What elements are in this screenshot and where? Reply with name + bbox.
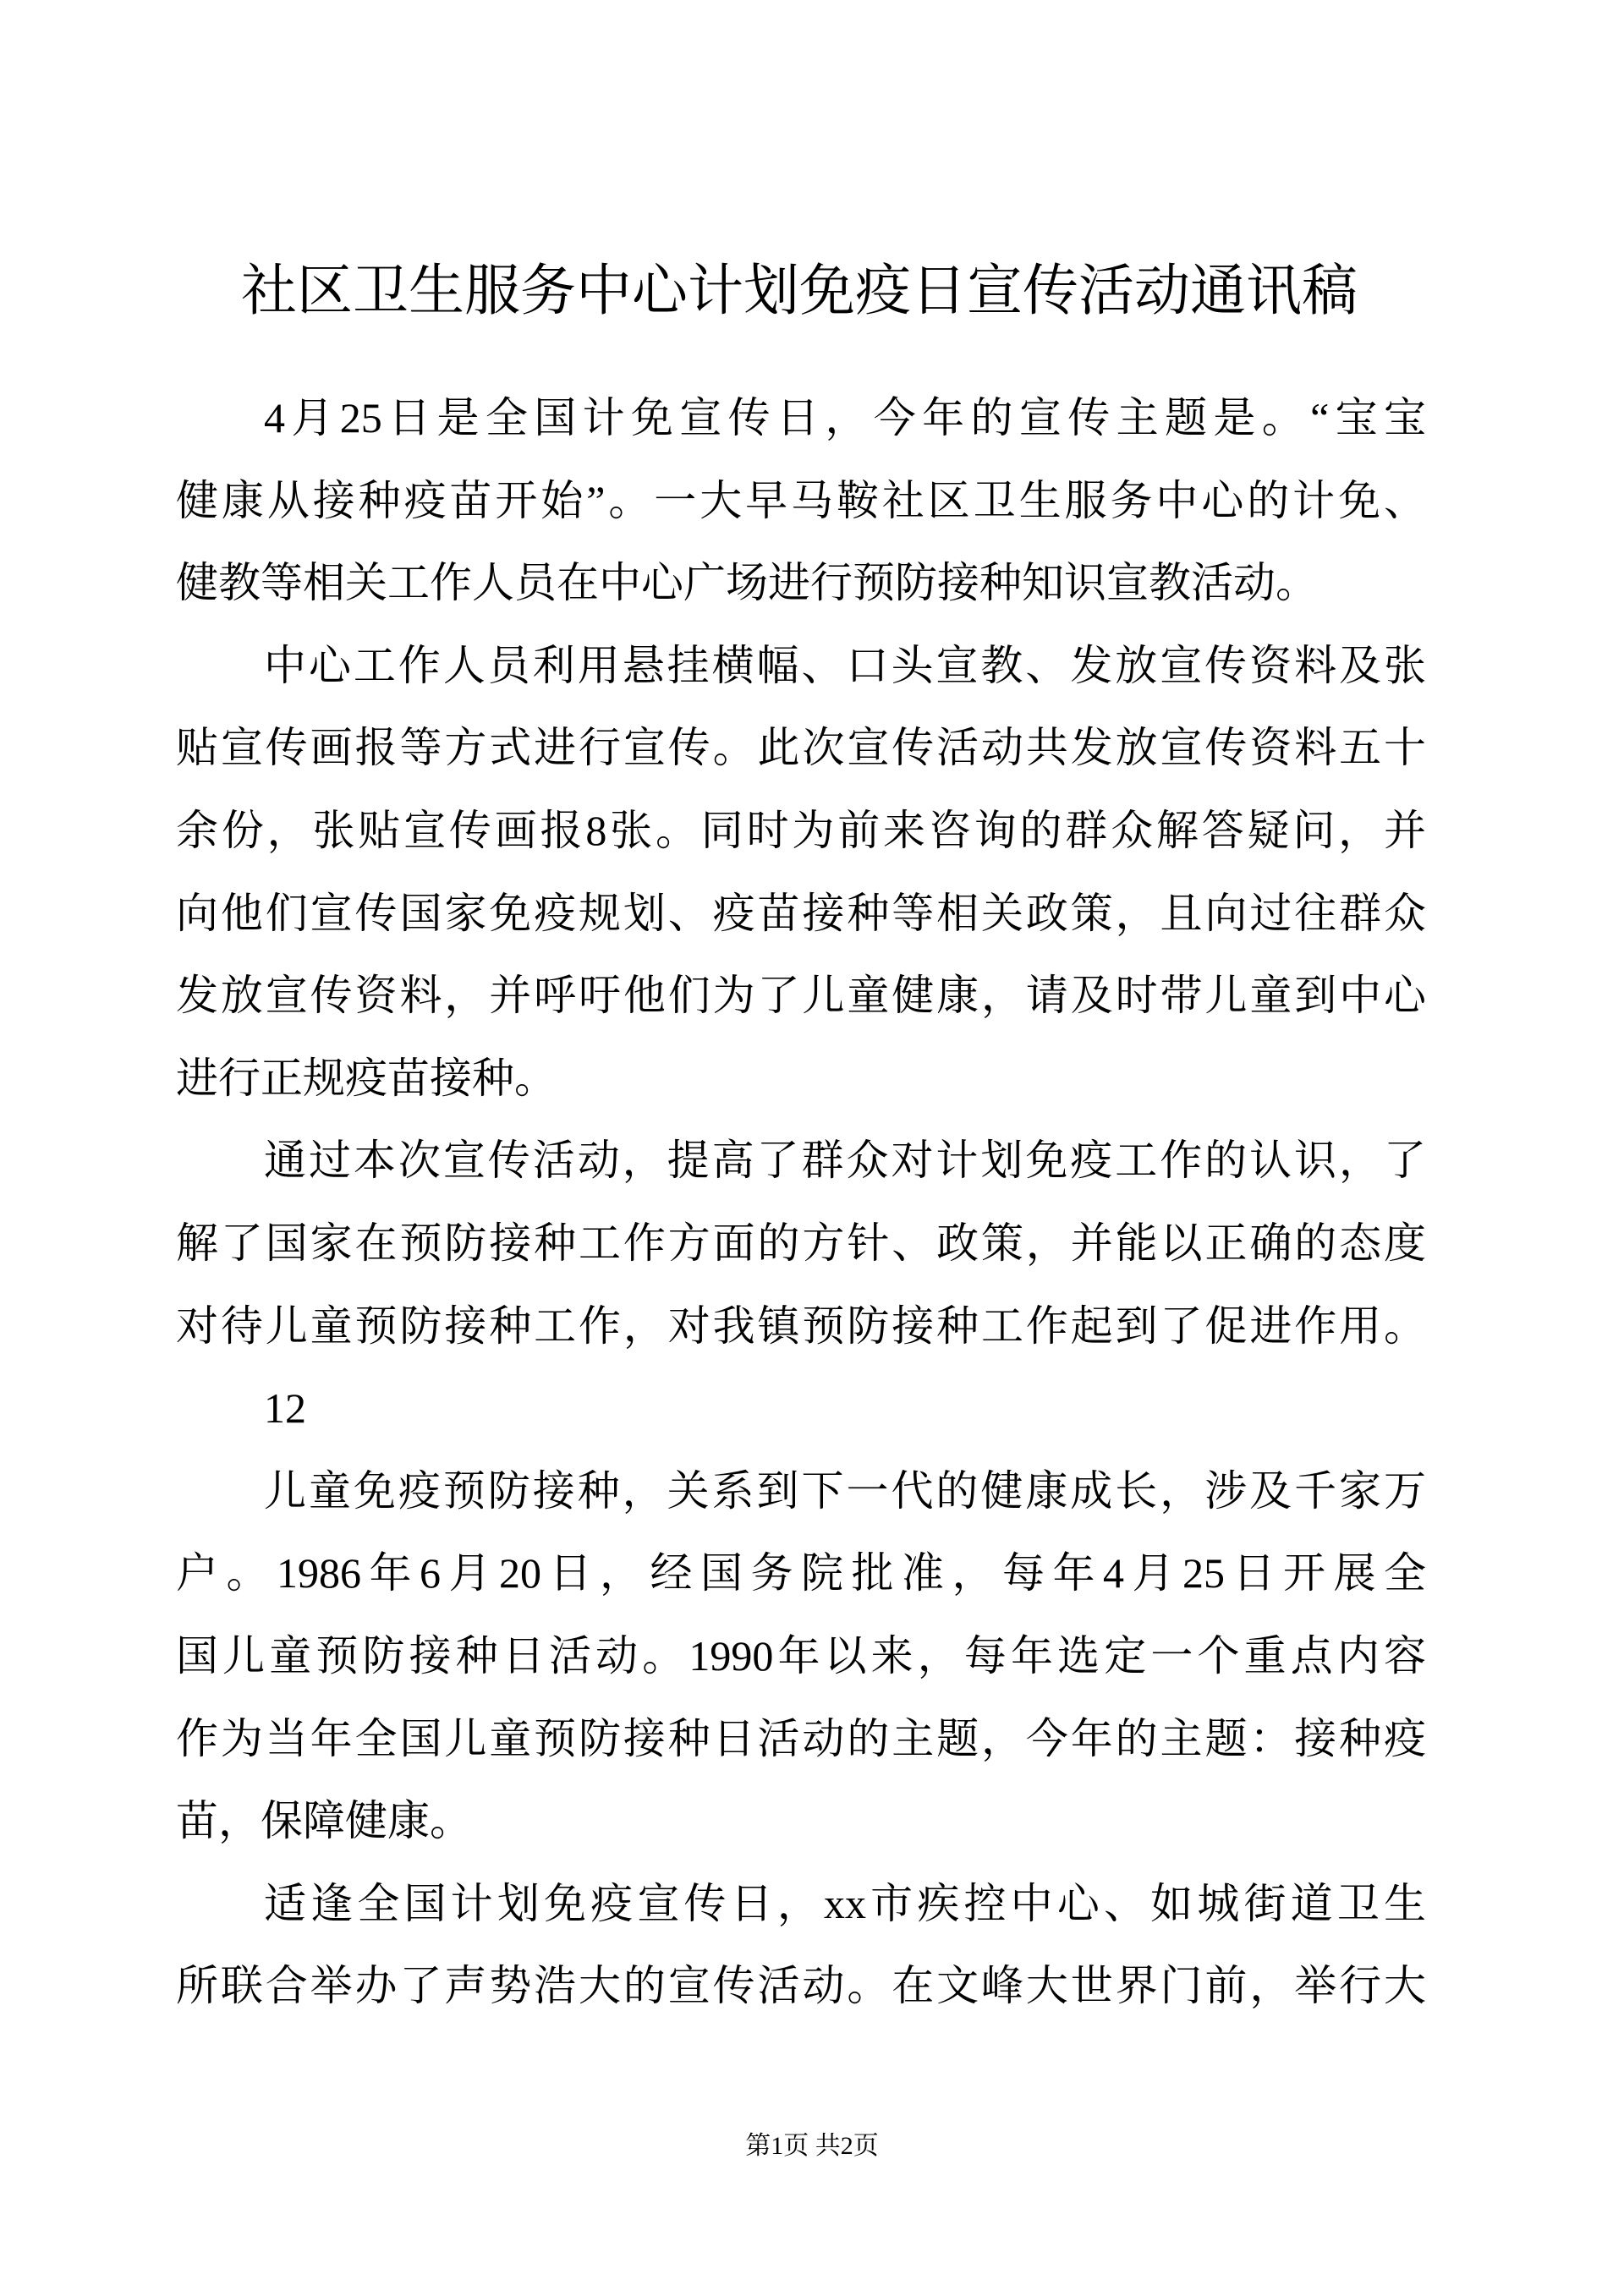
paragraph-line: 所联合举办了声势浩大的宣传活动。在文峰大世界门前，举行大: [176, 1962, 1426, 2010]
paragraph-line: 发放宣传资料，并呼吁他们为了儿童健康，请及时带儿童到中心: [176, 972, 1426, 1020]
paragraph: [176, 625, 1426, 1121]
paragraph: [176, 1120, 1426, 1367]
paragraph-line: 4月25日是全国计免宣传日，今年的宣传主题是。“宝宝: [264, 394, 1426, 441]
paragraph-line: 对待儿童预防接种工作，对我镇预防接种工作起到了促进作用。: [176, 1301, 1426, 1350]
document-title: 社区卫生服务中心计划免疫日宣传活动通讯稿: [241, 260, 1358, 322]
paragraph-line: 余份，张贴宣传画报8张。同时为前来咨询的群众解答疑问，并: [176, 806, 1426, 854]
paragraph-line: 健康从接种疫苗开始”。一大早马鞍社区卫生服务中心的计免、: [176, 476, 1426, 524]
paragraph-line: 户。1986年6月20日，经国务院批准，每年4月25日开展全: [176, 1549, 1426, 1597]
paragraph: [176, 377, 1426, 625]
paragraph-line: 12: [264, 1384, 306, 1433]
paragraph-line: 贴宣传画报等方式进行宣传。此次宣传活动共发放宣传资料五十: [176, 724, 1426, 772]
paragraph-line: 向他们宣传国家免疫规划、疫苗接种等相关政策，且向过往群众: [176, 889, 1426, 937]
paragraph: [176, 1367, 1426, 1450]
paragraph-line: 中心工作人员利用悬挂横幅、口头宣教、发放宣传资料及张: [264, 641, 1426, 689]
paragraph-line: 通过本次宣传活动，提高了群众对计划免疫工作的认识，了: [264, 1137, 1426, 1185]
paragraph-line: 苗，保障健康。: [176, 1797, 472, 1845]
paragraph-line: 健教等相关工作人员在中心广场进行预防接种知识宣教活动。: [176, 559, 1318, 607]
paragraph-line: 适逢全国计划免疫宣传日，xx市疾控中心、如城街道卫生: [264, 1879, 1426, 1927]
page-footer: 第1页 共2页: [745, 2132, 879, 2160]
paragraph-line: 解了国家在预防接种工作方面的方针、政策，并能以正确的态度: [176, 1219, 1426, 1267]
paragraph-line: 进行正规疫苗接种。: [176, 1054, 557, 1102]
document-body: [176, 377, 1426, 2028]
paragraph: [176, 1450, 1426, 1863]
paragraph: [176, 1863, 1426, 2028]
paragraph-line: 国儿童预防接种日活动。1990年以来，每年选定一个重点内容: [176, 1631, 1426, 1680]
paragraph-line: 作为当年全国儿童预防接种日活动的主题，今年的主题：接种疫: [176, 1714, 1426, 1762]
paragraph-line: 儿童免疫预防接种，关系到下一代的健康成长，涉及千家万: [264, 1466, 1426, 1515]
